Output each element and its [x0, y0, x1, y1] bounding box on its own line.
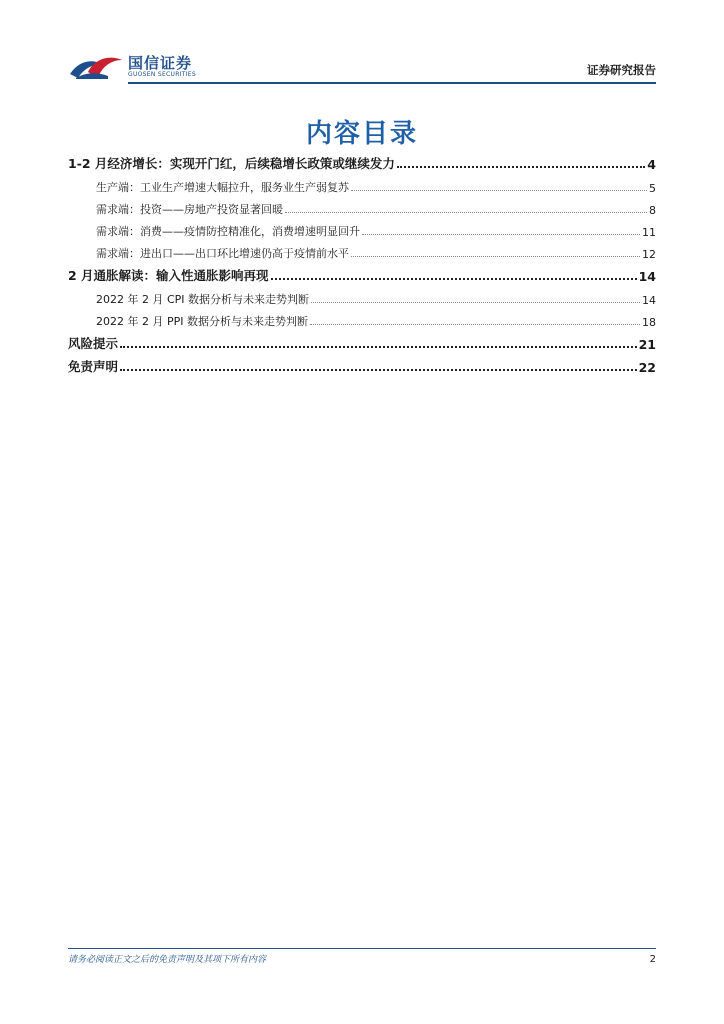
toc-entry[interactable] — [68, 152, 656, 172]
toc-entry-page: 22 — [638, 360, 656, 375]
toc-entry-page: 14 — [638, 269, 656, 284]
toc-entry-text: 需求端：进出口——出口环比增速仍高于疫情前水平 — [96, 247, 349, 260]
guosen-logo-icon — [68, 52, 124, 80]
toc-leader-dots — [120, 368, 637, 371]
toc-entry-text: 2 月通胀解读：输入性通胀影响再现 — [68, 268, 269, 283]
guosen-logo — [68, 50, 208, 82]
logo-chinese-name: 国信证券 — [128, 54, 193, 72]
toc-entry-page: 18 — [642, 316, 656, 329]
toc-leader-dots — [351, 255, 640, 257]
toc-entry-text: 风险提示 — [68, 336, 119, 351]
toc-leader-dots — [311, 301, 640, 303]
page-number: 2 — [649, 954, 656, 965]
toc-leader-dots — [310, 323, 640, 325]
toc-leader-dots — [362, 233, 640, 235]
toc-entry-text: 2022 年 2 月 CPI 数据分析与未来走势判断 — [96, 293, 310, 306]
toc-entry-text: 2022 年 2 月 PPI 数据分析与未来走势判断 — [96, 315, 308, 328]
toc-entry[interactable] — [68, 287, 656, 307]
header-divider — [128, 82, 656, 84]
footer-disclaimer: 请务必阅读正文之后的免责声明及其项下所有内容 — [68, 955, 267, 965]
toc-entry-text: 生产端：工业生产增速大幅拉升，服务业生产弱复苏 — [96, 181, 349, 194]
toc-leader-dots — [271, 277, 637, 280]
toc-entry[interactable] — [68, 197, 656, 217]
toc-leader-dots — [397, 165, 645, 168]
toc-entry-page: 14 — [642, 294, 656, 307]
toc-entry[interactable] — [68, 175, 656, 195]
toc-leader-dots — [285, 211, 647, 213]
toc-entry-page: 5 — [649, 182, 656, 195]
toc-entry-text: 需求端：消费——疫情防控精准化，消费增速明显回升 — [96, 225, 360, 238]
toc-entry-page: 8 — [649, 204, 656, 217]
toc-leader-dots — [120, 345, 637, 348]
toc-title: 内容目录 — [305, 119, 418, 149]
footer-divider — [68, 948, 656, 949]
toc-entry-text: 免责声明 — [68, 359, 119, 374]
report-type-label: 证券研究报告 — [587, 63, 656, 77]
logo-english-name: GUOSEN SECURITIES — [128, 71, 197, 78]
toc-entry-text: 需求端：投资——房地产投资显著回暖 — [96, 203, 283, 216]
toc-entry[interactable] — [68, 219, 656, 239]
toc-entry-page: 21 — [638, 337, 656, 352]
page-header — [68, 48, 656, 84]
toc-entry-page: 12 — [642, 248, 656, 261]
toc-entry[interactable] — [68, 264, 656, 284]
toc-entry[interactable] — [68, 355, 656, 375]
toc-entry[interactable] — [68, 332, 656, 352]
toc-entry[interactable] — [68, 309, 656, 329]
toc-entry[interactable] — [68, 241, 656, 261]
toc-entry-text: 1-2 月经济增长：实现开门红，后续稳增长政策或继续发力 — [68, 156, 395, 171]
toc-entry-page: 4 — [647, 157, 656, 172]
toc-leader-dots — [351, 189, 647, 191]
toc-entry-page: 11 — [642, 226, 656, 239]
